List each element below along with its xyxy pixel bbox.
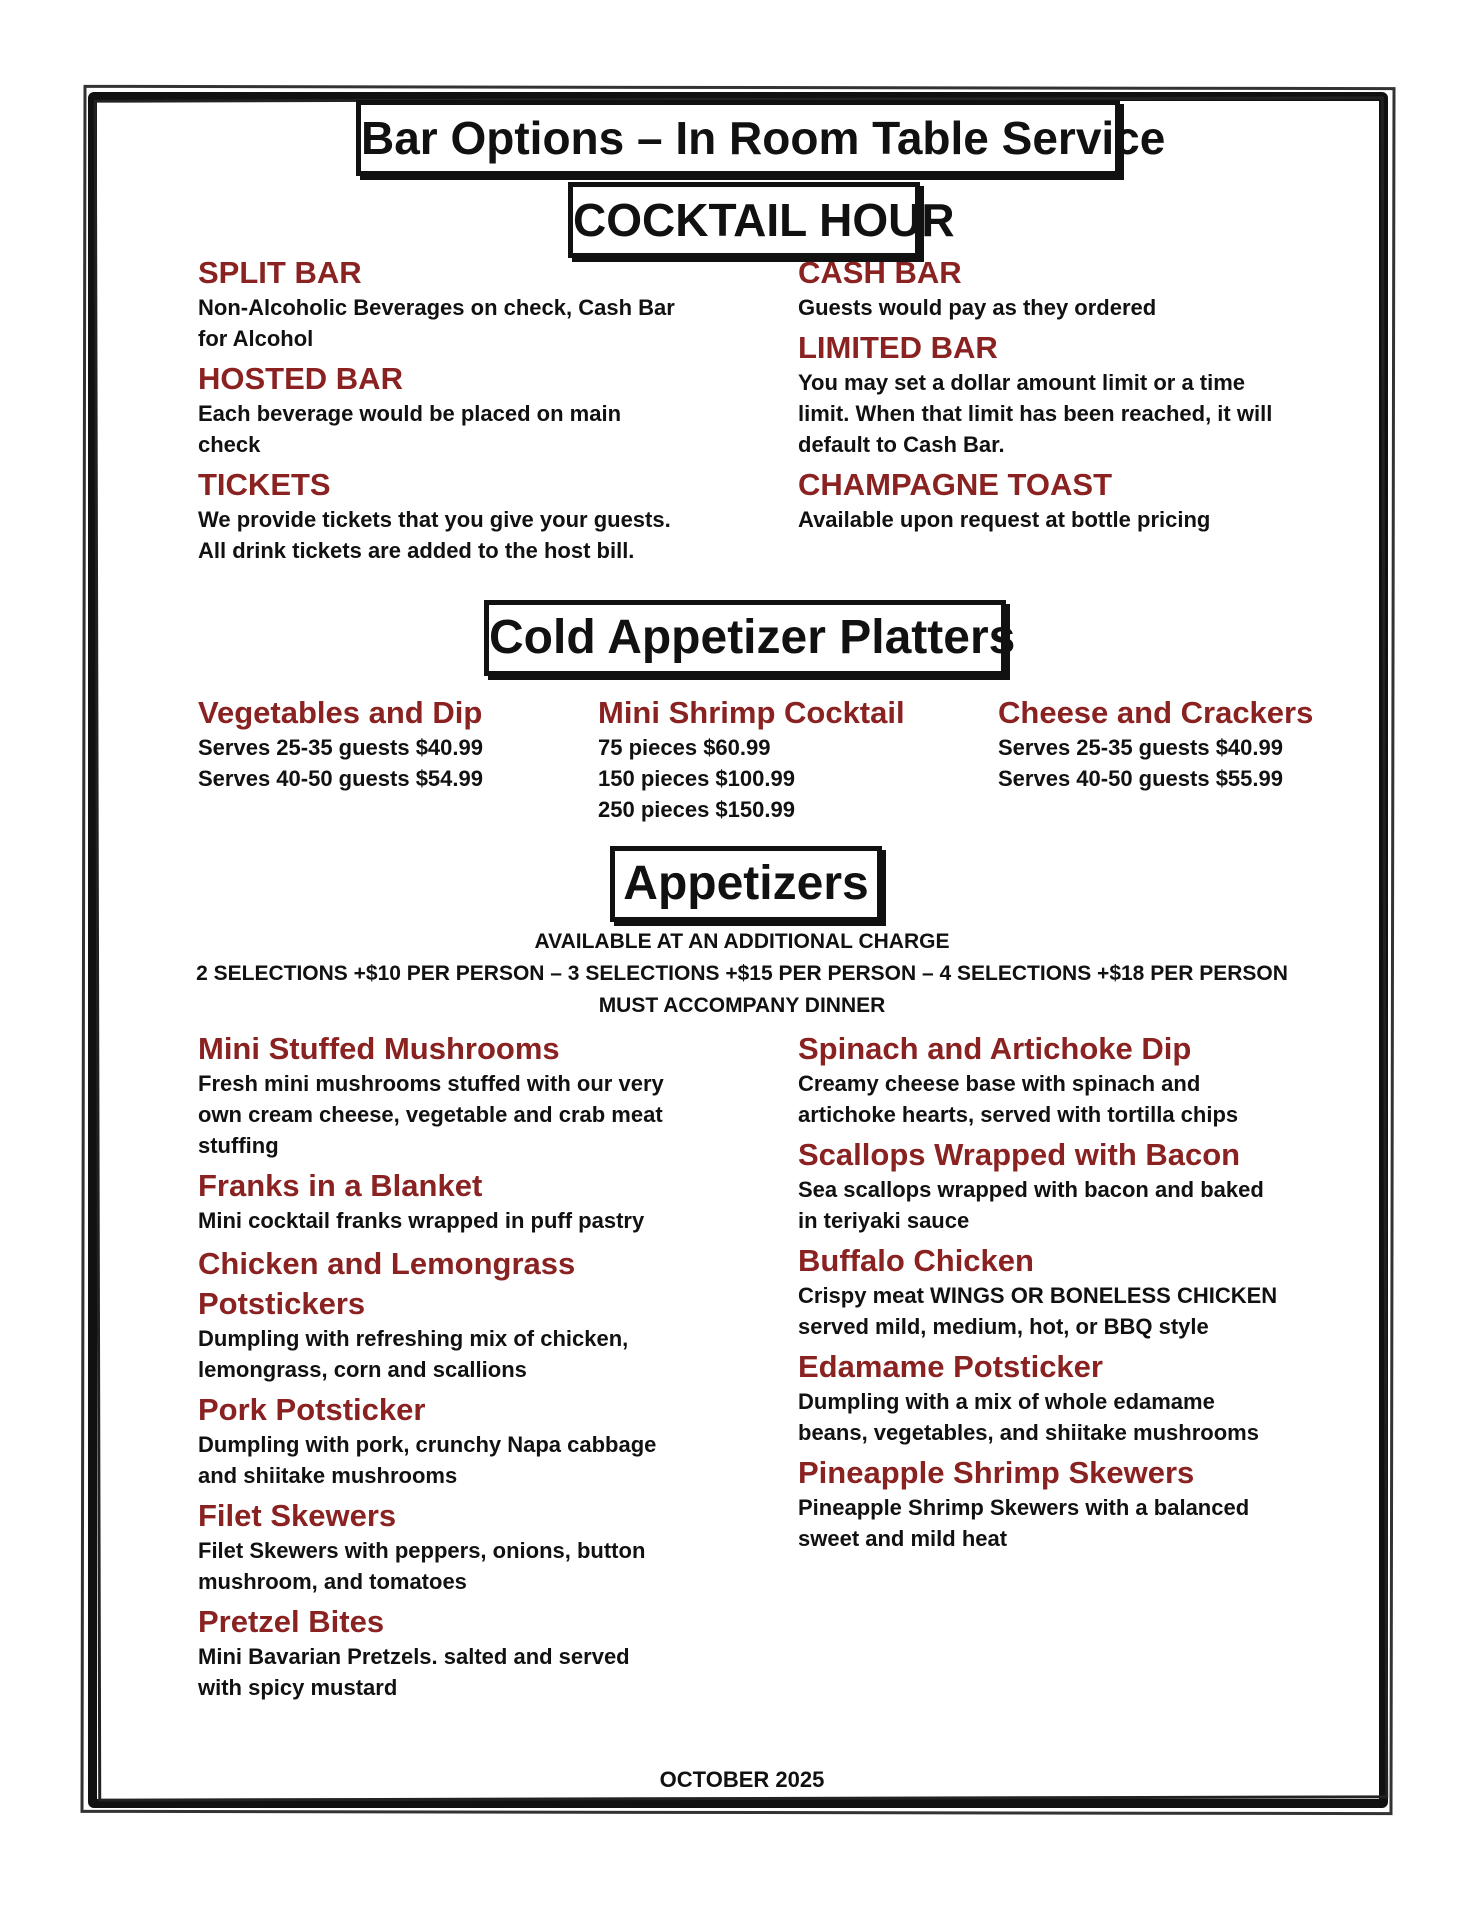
bar-option-desc: check [198, 432, 261, 457]
appetizer-item [798, 1136, 1358, 1236]
platter-price: Serves 25-35 guests $40.99 [198, 735, 483, 760]
footer-date: OCTOBER 2025 [659, 1767, 825, 1792]
appetizer-title: Chicken and Lemongrass [198, 1246, 576, 1281]
appetizer-title: Pineapple Shrimp Skewers [798, 1455, 1195, 1490]
bar-option-title: CHAMPAGNE TOAST [798, 467, 1113, 502]
appetizer-item [198, 1242, 758, 1385]
appetizer-pricing-note: 2 SELECTIONS +$10 PER PERSON – 3 SELECTIONS +$15 PER PERSON – 4 SELECTIONS +$18 PER PERSON [196, 962, 1288, 985]
appetizer-desc: in teriyaki sauce [798, 1208, 970, 1233]
bar-option-desc: limit. When that limit has been reached, it will [798, 401, 1273, 426]
appetizer-item [198, 1391, 758, 1491]
bar-option-desc: You may set a dollar amount limit or a time [798, 370, 1246, 395]
platter-title: Mini Shrimp Cocktail [598, 695, 905, 730]
appetizer-desc: stuffing [198, 1133, 279, 1158]
appetizer-title: Scallops Wrapped with Bacon [798, 1137, 1241, 1172]
platter-price: Serves 40-50 guests $55.99 [998, 766, 1283, 791]
appetizer-title: Filet Skewers [198, 1498, 397, 1533]
appetizer-note: MUST ACCOMPANY DINNER [598, 994, 886, 1017]
platter-title: Vegetables and Dip [198, 695, 483, 730]
appetizer-title: Spinach and Artichoke Dip [798, 1031, 1192, 1066]
appetizer-desc: lemongrass, corn and scallions [198, 1357, 527, 1382]
bar-option-desc: Each beverage would be placed on main [198, 401, 622, 426]
appetizer-desc: with spicy mustard [198, 1675, 398, 1700]
bar-option-desc: for Alcohol [198, 326, 314, 351]
bar-left-column [198, 254, 758, 566]
appetizer-desc: Filet Skewers with peppers, onions, button [198, 1538, 646, 1563]
bar-option [198, 466, 758, 566]
bar-option [798, 466, 1358, 535]
page-title: Bar Options – In Room Table Service [356, 100, 1120, 176]
bar-option-desc: Available upon request at bottle pricing [798, 507, 1211, 532]
appetizer-item [198, 1497, 758, 1597]
bar-option-title: LIMITED BAR [798, 330, 998, 365]
bar-option-title: TICKETS [198, 467, 331, 502]
platter-item [998, 694, 1368, 794]
appetizer-desc: sweet and mild heat [798, 1526, 1008, 1551]
bar-option-desc: Non-Alcoholic Beverages on check, Cash Bar [198, 295, 675, 320]
bar-option [198, 254, 758, 354]
appetizers-right-column [798, 1030, 1358, 1554]
platter-price: 250 pieces $150.99 [598, 797, 795, 822]
platter-item [198, 694, 578, 794]
appetizer-title: Pork Potsticker [198, 1392, 426, 1427]
platter-title: Cheese and Crackers [998, 695, 1314, 730]
bar-option-title: SPLIT BAR [198, 255, 362, 290]
appetizer-desc: Creamy cheese base with spinach and [798, 1071, 1201, 1096]
appetizer-item [798, 1030, 1358, 1130]
bar-option-desc: default to Cash Bar. [798, 432, 1005, 457]
appetizer-title: Potstickers [198, 1286, 366, 1321]
appetizer-desc: Sea scallops wrapped with bacon and baked [798, 1177, 1264, 1202]
appetizer-title: Franks in a Blanket [198, 1168, 483, 1203]
appetizer-desc: Dumpling with pork, crunchy Napa cabbage [198, 1432, 657, 1457]
appetizer-desc: beans, vegetables, and shiitake mushrooms [798, 1420, 1259, 1445]
platter-price: Serves 25-35 guests $40.99 [998, 735, 1283, 760]
platter-price: 75 pieces $60.99 [598, 735, 771, 760]
appetizer-title: Pretzel Bites [198, 1604, 385, 1639]
appetizers-title: Appetizers [610, 846, 882, 922]
bar-option-desc: All drink tickets are added to the host bill. [198, 538, 635, 563]
appetizer-desc: and shiitake mushrooms [198, 1463, 458, 1488]
appetizer-item [198, 1030, 758, 1161]
appetizer-desc: Dumpling with refreshing mix of chicken, [198, 1326, 629, 1351]
appetizer-desc: mushroom, and tomatoes [198, 1569, 467, 1594]
bar-option [798, 329, 1358, 460]
appetizer-item [798, 1454, 1358, 1554]
appetizer-title: Mini Stuffed Mushrooms [198, 1031, 560, 1066]
appetizer-desc: Dumpling with a mix of whole edamame [798, 1389, 1215, 1414]
platter-price: Serves 40-50 guests $54.99 [198, 766, 483, 791]
bar-option [798, 254, 1358, 323]
platter-price: 150 pieces $100.99 [598, 766, 795, 791]
appetizer-item [198, 1167, 758, 1236]
appetizer-item [198, 1603, 758, 1703]
appetizer-desc: Mini Bavarian Pretzels. salted and served [198, 1644, 630, 1669]
appetizer-desc: Crispy meat WINGS OR BONELESS CHICKEN [798, 1283, 1278, 1308]
cocktail-hour-title: COCKTAIL HOUR [568, 182, 920, 258]
appetizer-title: Buffalo Chicken [798, 1243, 1034, 1278]
bar-option-desc: Guests would pay as they ordered [798, 295, 1157, 320]
appetizer-item [798, 1348, 1358, 1448]
bar-option-desc: We provide tickets that you give your guests. [198, 507, 671, 532]
appetizer-desc: served mild, medium, hot, or BBQ style [798, 1314, 1209, 1339]
appetizer-note: AVAILABLE AT AN ADDITIONAL CHARGE [534, 930, 950, 953]
appetizer-title: Edamame Potsticker [798, 1349, 1103, 1384]
platter-item [598, 694, 978, 825]
appetizer-desc: Mini cocktail franks wrapped in puff pastry [198, 1208, 645, 1233]
bar-option-title: HOSTED BAR [198, 361, 403, 396]
appetizer-desc: own cream cheese, vegetable and crab meat [198, 1102, 663, 1127]
bar-option [198, 360, 758, 460]
appetizer-desc: Pineapple Shrimp Skewers with a balanced [798, 1495, 1250, 1520]
appetizers-left-column [198, 1030, 758, 1703]
bar-option-title: CASH BAR [798, 255, 962, 290]
bar-right-column [798, 254, 1358, 535]
cold-platters-title: Cold Appetizer Platters [484, 600, 1006, 676]
appetizer-desc: artichoke hearts, served with tortilla chips [798, 1102, 1239, 1127]
appetizer-desc: Fresh mini mushrooms stuffed with our very [198, 1071, 664, 1096]
appetizer-item [798, 1242, 1358, 1342]
